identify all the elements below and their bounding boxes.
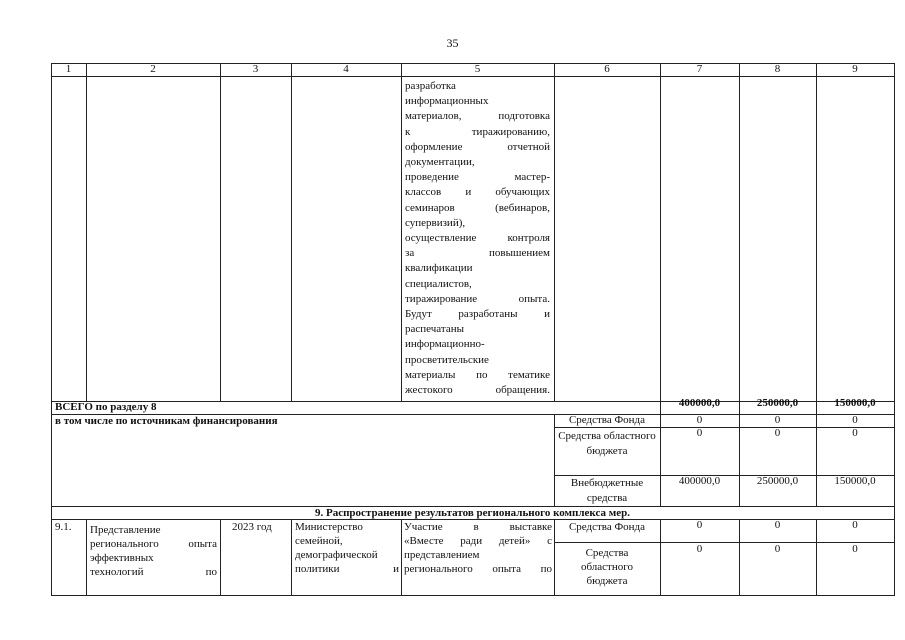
text-word: технологий: [90, 566, 144, 578]
page-number: 35: [446, 36, 459, 50]
source-fund-col7: 0: [696, 414, 703, 426]
text-word: в: [473, 521, 479, 533]
text-word: материалов,: [405, 110, 462, 123]
text-line: [405, 277, 550, 292]
s9-regional-col7: 0: [696, 543, 703, 555]
text-line: [405, 246, 550, 261]
s9-fund-col8: 0: [774, 519, 781, 531]
text-word: (вебинаров,: [495, 201, 550, 214]
text-word: с: [547, 535, 552, 547]
text-word: Министерство: [295, 521, 363, 533]
text-word: эффективных: [90, 552, 154, 564]
s9-fund-col9: 0: [852, 519, 858, 531]
source-regional-col9: 0: [852, 427, 858, 439]
s9-regional-line: Средства: [585, 547, 629, 559]
source-regional-name: Средства областного бюджета: [558, 430, 656, 457]
text-line: [404, 520, 552, 534]
text-word: разработка: [405, 80, 456, 92]
col-header-4: 4: [343, 63, 349, 75]
text-line: [295, 520, 399, 534]
text-line: [90, 551, 217, 565]
source-fund-col9: 0: [852, 414, 858, 426]
text-word: обучающих: [495, 186, 550, 199]
text-word: Участие: [404, 521, 443, 533]
source-regional-col8: 0: [774, 427, 781, 439]
text-line: [404, 534, 552, 548]
text-word: ради: [460, 535, 483, 547]
text-word: отчетной: [507, 140, 550, 153]
text-word: материалы: [405, 368, 456, 381]
text-word: информационно-: [405, 338, 485, 351]
text-word: представлением: [404, 549, 480, 561]
source-offbudget-col9: 150000,0: [834, 475, 876, 487]
text-word: осуществление: [405, 232, 477, 244]
text-word: к: [405, 125, 411, 138]
total-col8: 250000,0: [756, 397, 799, 409]
col-header-9: 9: [852, 63, 858, 75]
source-fund-col8: 0: [774, 414, 781, 426]
text-line: [90, 565, 217, 579]
text-line: [405, 170, 550, 185]
text-word: семинаров: [405, 201, 455, 214]
text-line: [405, 368, 550, 383]
text-line: [90, 523, 217, 537]
text-word: обращения.: [495, 384, 550, 396]
source-fund-name: Средства Фонда: [568, 414, 646, 426]
text-word: опыта.: [518, 292, 550, 305]
text-word: тематике: [508, 368, 550, 381]
text-word: «Вместе: [404, 535, 444, 547]
text-word: распечатаны: [405, 323, 464, 336]
text-word: и: [393, 563, 399, 575]
text-word: и: [544, 308, 550, 320]
source-regional-col7: 0: [696, 427, 703, 439]
text-line: [405, 140, 550, 155]
col-header-1: 1: [65, 63, 72, 75]
text-line: [404, 562, 552, 576]
sources-label: в том числе по источникам финансирования: [55, 415, 278, 427]
text-word: подготовка: [498, 110, 550, 123]
text-word: классов: [405, 186, 442, 199]
s9-fund-col7: 0: [696, 519, 703, 531]
text-line: [295, 548, 399, 562]
text-word: опыта: [492, 563, 521, 575]
text-word: Представление: [90, 524, 161, 536]
text-line: [295, 534, 399, 548]
text-word: за: [405, 247, 415, 260]
text-word: оформление: [405, 140, 463, 153]
text-word: политики: [295, 563, 340, 575]
col-header-7: 7: [696, 63, 703, 75]
text-word: информационных: [405, 95, 489, 108]
text-word: по: [205, 566, 217, 578]
text-line: [405, 109, 550, 124]
total-col9: 150000,0: [834, 397, 876, 409]
source-offbudget-col7: 400000,0: [678, 475, 721, 487]
text-word: жестокого: [405, 384, 453, 396]
text-word: повышением: [489, 247, 550, 260]
text-word: семейной,: [295, 535, 343, 547]
text-line: [405, 337, 550, 352]
text-word: и: [465, 186, 472, 199]
text-line: [404, 548, 552, 562]
text-line: [405, 125, 550, 140]
text-word: документации,: [405, 156, 475, 168]
s9-fund-name: Средства Фонда: [568, 521, 646, 533]
col-header-3: 3: [252, 63, 259, 75]
text-line: [405, 292, 550, 307]
text-line: [405, 155, 550, 170]
s9-regional-line: областного: [580, 561, 633, 573]
section-9-title: 9. Распространение результатов регионального комплекса мер.: [314, 507, 631, 519]
text-word: регионального: [90, 538, 159, 550]
total-label: ВСЕГО по разделу 8: [55, 401, 157, 413]
text-word: разработаны: [458, 308, 518, 320]
text-word: контроля: [507, 232, 550, 244]
text-line: [405, 261, 550, 276]
text-word: демографической: [295, 549, 378, 561]
text-word: мастер-: [514, 171, 550, 184]
col-header-8: 8: [774, 63, 781, 75]
s9-regional-col8: 0: [774, 543, 781, 555]
text-line: [405, 94, 550, 109]
text-word: детей»: [498, 535, 531, 547]
text-word: опыта: [188, 538, 217, 550]
text-word: выставке: [509, 521, 552, 533]
source-offbudget-col8: 250000,0: [756, 475, 799, 487]
text-line: [405, 185, 550, 200]
text-word: тиражированию,: [471, 125, 550, 138]
s9-regional-line: бюджета: [586, 575, 628, 587]
text-word: тиражирование: [405, 292, 478, 305]
text-word: квалификации: [405, 262, 473, 275]
col-header-5: 5: [474, 63, 481, 75]
col-header-6: 6: [604, 63, 610, 75]
text-line: [295, 562, 399, 576]
source-offbudget-name: Внебюджетные средства: [570, 477, 644, 504]
col-header-2: 2: [150, 63, 156, 75]
text-word: по: [476, 368, 488, 381]
row-number: 9.1.: [55, 521, 72, 533]
text-line: [405, 201, 550, 216]
text-line: [405, 383, 550, 398]
text-line: [405, 231, 550, 246]
total-col7: 400000,0: [678, 397, 721, 409]
activity-period: 2023 год: [232, 521, 272, 533]
text-word: супервизий),: [405, 216, 466, 229]
text-line: [405, 307, 550, 322]
text-word: регионального: [404, 563, 473, 575]
text-line: [405, 216, 550, 231]
text-word: проведение: [405, 171, 459, 184]
s9-regional-name: [554, 546, 660, 588]
text-word: специалистов,: [405, 277, 472, 290]
text-line: [405, 79, 550, 94]
text-word: просветительские: [405, 353, 489, 366]
text-line: [405, 353, 550, 368]
text-line: [90, 537, 217, 551]
text-word: по: [540, 563, 552, 575]
text-line: [405, 322, 550, 337]
text-word: Будут: [405, 308, 432, 320]
s9-regional-col9: 0: [852, 543, 858, 555]
